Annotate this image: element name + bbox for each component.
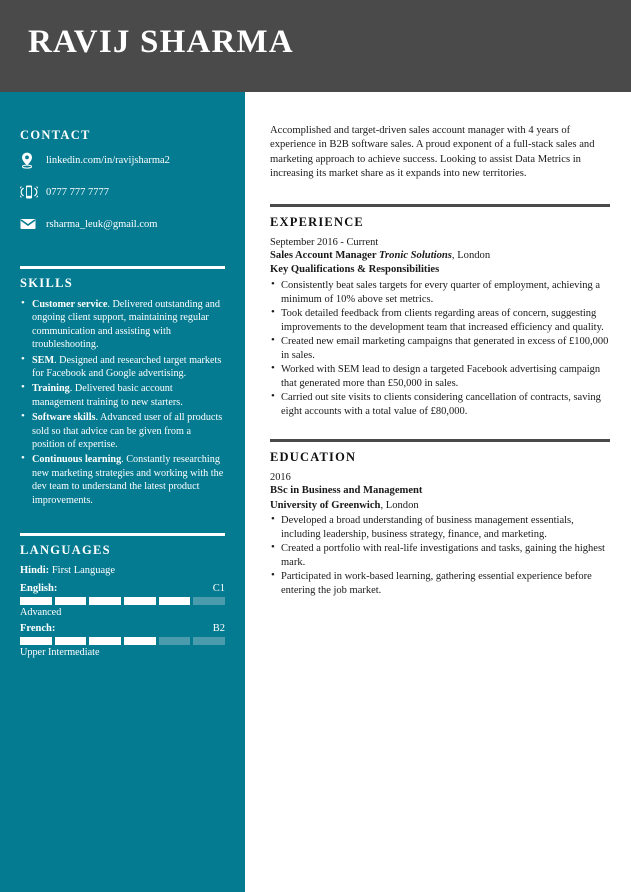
contact-item-linkedin[interactable] xyxy=(20,150,225,170)
language-entry xyxy=(20,583,225,618)
proficiency-segment xyxy=(159,597,191,605)
skill-lead: Training xyxy=(32,383,70,395)
experience-title-line xyxy=(270,249,610,263)
education-bullet: • Created a portfolio with real-life investigations and tasks, gaining the highest mark. xyxy=(270,542,610,570)
language-level-badge: B2 xyxy=(212,623,225,635)
job-role: Sales Account Manager xyxy=(270,250,379,262)
experience-section xyxy=(270,204,610,419)
job-company: Tronic Solutions xyxy=(378,250,452,262)
language-proficiency-bar xyxy=(20,637,225,645)
first-language-row xyxy=(20,565,225,576)
language-entry xyxy=(20,623,225,658)
experience-date: September 2016 - Current xyxy=(270,236,379,248)
experience-bullet: • Consistently beat sales targets for every quarter of employment, achieving a minimum of 10% above set metrics. xyxy=(270,279,610,307)
proficiency-segment xyxy=(89,637,121,645)
sidebar xyxy=(0,92,245,892)
experience-bullet: • Carried out site visits to clients considering cancellation of contracts, saving eight accounts with a total value of £80,000. xyxy=(270,391,610,419)
education-divider xyxy=(270,439,610,442)
education-degree: BSc in Business and Management xyxy=(270,485,423,497)
envelope-icon xyxy=(20,218,46,230)
phone-text: 0777 777 7777 xyxy=(46,186,109,198)
skill-lead: Continuous learning xyxy=(32,454,122,466)
language-name: French: xyxy=(20,623,56,635)
experience-subheading: Key Qualifications & Responsibilities xyxy=(270,264,440,276)
skill-lead: Software skills xyxy=(32,412,96,424)
skill-text: . Constantly researching new marketing strategies and working with the dev team to understand the latest product improvements. xyxy=(32,454,224,506)
professional-summary: Accomplished and target-driven sales account manager with 4 years of experience in B2B software sales. A proud exponent of a full-stack sales and marketing approach to achieve success. Looking to assist Data Metrics in increasing its market share as it expands into new territories. xyxy=(270,125,595,180)
contact-item-email[interactable] xyxy=(20,214,225,234)
language-name: English: xyxy=(20,583,58,595)
skill-item xyxy=(20,382,225,409)
language-name-row xyxy=(20,583,225,594)
proficiency-segment xyxy=(124,597,156,605)
language-proficiency-bar xyxy=(20,597,225,605)
mobile-phone-icon xyxy=(20,184,46,200)
contact-item-phone[interactable] xyxy=(20,182,225,202)
proficiency-segment xyxy=(55,597,87,605)
education-bullet: • Participated in work-based learning, gathering essential experience before entering the job market. xyxy=(270,570,610,598)
proficiency-segment xyxy=(55,637,87,645)
education-bullet: • Developed a broad understanding of business management essentials, including leadership, business strategy, finance, and marketing. xyxy=(270,514,610,542)
proficiency-segment xyxy=(193,597,225,605)
language-description: Upper Intermediate xyxy=(20,647,100,659)
skill-lead: SEM xyxy=(32,354,55,366)
experience-bullet: • Worked with SEM lead to design a targeted Facebook advertising campaign that generated more than £50,000 in sales. xyxy=(270,363,610,391)
proficiency-segment xyxy=(20,597,52,605)
first-language-value: First Language xyxy=(49,565,116,577)
contact-section xyxy=(20,92,225,234)
education-bullet-list xyxy=(270,514,610,598)
skill-text: . Advanced user of all products sold so that advice can be given from a position of expertise. xyxy=(32,412,223,451)
skills-section xyxy=(20,246,225,507)
languages-divider xyxy=(20,533,225,536)
experience-heading: EXPERIENCE xyxy=(270,214,364,229)
education-school: University of Greenwich xyxy=(270,499,381,511)
languages-heading: LANGUAGES xyxy=(20,543,111,558)
experience-bullet-list xyxy=(270,279,610,419)
resume-header-banner xyxy=(0,0,631,92)
skills-list xyxy=(20,298,225,507)
education-heading: EDUCATION xyxy=(270,449,357,464)
language-level-badge: C1 xyxy=(212,583,225,595)
education-section xyxy=(270,439,610,598)
contact-heading: CONTACT xyxy=(20,128,91,142)
skill-text: . Designed and researched target markets for Facebook and Google advertising. xyxy=(32,354,222,380)
language-entries xyxy=(20,583,225,658)
linkedin-text: linkedin.com/in/ravijsharma2 xyxy=(46,154,170,166)
proficiency-segment xyxy=(193,637,225,645)
education-location: , London xyxy=(380,499,419,511)
skills-heading: SKILLS xyxy=(20,276,73,290)
skill-lead: Customer service xyxy=(32,299,108,310)
languages-section xyxy=(20,509,225,658)
skill-item xyxy=(20,298,225,352)
language-description: Advanced xyxy=(20,607,62,619)
experience-bullet: • Took detailed feedback from clients regarding areas of concern, suggesting improvements to the development team that increased efficiency and quality. xyxy=(270,307,610,335)
skill-text: . Delivered outstanding and ongoing client support, maintaining regular communication and assisting with troubleshooting. xyxy=(32,299,220,351)
main-column xyxy=(270,124,610,618)
experience-divider xyxy=(270,204,610,207)
skill-item xyxy=(20,411,225,451)
candidate-name: RAVIJ SHARMA xyxy=(28,24,294,60)
proficiency-segment xyxy=(159,637,191,645)
first-language-label: Hindi: xyxy=(20,565,50,577)
skill-item xyxy=(20,354,225,381)
job-location: , London xyxy=(451,250,491,262)
education-school-line xyxy=(270,499,610,513)
email-text: rsharma_leuk@gmail.com xyxy=(46,218,158,230)
language-name-row xyxy=(20,623,225,634)
skill-text: . Delivered basic account management training to new starters. xyxy=(32,383,183,408)
skill-item xyxy=(20,453,225,507)
proficiency-segment xyxy=(124,637,156,645)
proficiency-segment xyxy=(89,597,121,605)
education-date: 2016 xyxy=(270,471,291,483)
proficiency-segment xyxy=(20,637,52,645)
location-pin-icon xyxy=(20,152,46,169)
experience-bullet: • Created new email marketing campaigns that generated in excess of £100,000 in sales. xyxy=(270,335,610,363)
skills-divider xyxy=(20,266,225,269)
